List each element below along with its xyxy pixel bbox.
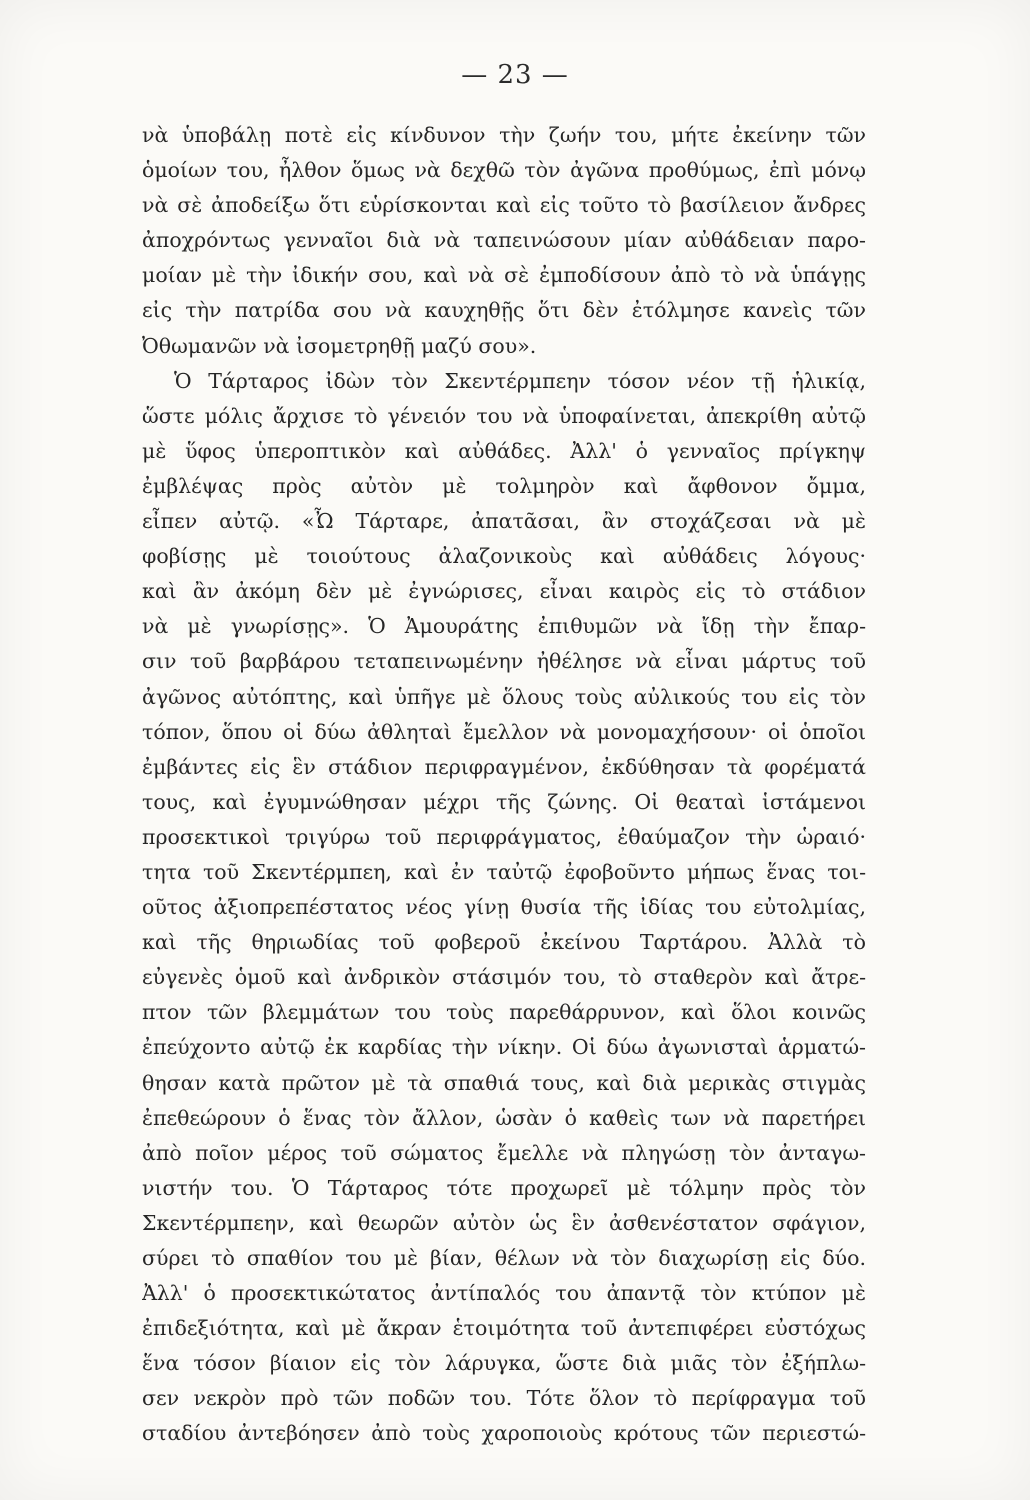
page-number: — 23 — — [461, 60, 569, 90]
text-line: ἐμβάντες εἰς ἓν στάδιον περιφραγμένον, ἐκδύθησαν τὰ φορέματά — [142, 754, 866, 779]
text-line: σύρει τὸ σπαθίον του μὲ βίαν, θέλων νὰ τὸν διαχωρίσῃ εἰς δύο. — [142, 1246, 866, 1270]
text-line: τόπον, ὅπου οἱ δύω ἀθληταὶ ἔμελλον νὰ μονομαχήσουν· οἱ ὁποῖοι — [142, 719, 866, 744]
text-line: πτον τῶν βλεμμάτων του τοὺς παρεθάρρυνον, καὶ ὅλοι κοινῶς — [142, 1000, 866, 1025]
text-line: σταδίου ἀντεβόησεν ἀπὸ τοὺς χαροποιοὺς κρότους τῶν περιεστώ- — [142, 1421, 866, 1446]
text-line: νὰ ὑποβάλῃ ποτὲ εἰς κίνδυνον τὴν ζωήν του, μήτε ἐκείνην τῶν — [142, 123, 866, 147]
text-line: εὐγενὲς ὁμοῦ καὶ ἀνδρικὸν στάσιμόν του, τὸ σταθερὸν καὶ ἄτρε- — [142, 965, 866, 990]
text-line: μοίαν μὲ τὴν ἰδικήν σου, καὶ νὰ σὲ ἐμποδίσουν ἀπὸ τὸ νὰ ὑπάγῃς — [142, 263, 866, 288]
text-line: οῦτος ἀξιοπρεπέστατος νέος γίνῃ θυσία τῆς ἰδίας του εὐτολμίας, — [142, 895, 866, 920]
text-line: σεν νεκρὸν πρὸ τῶν ποδῶν του. Τότε ὅλον τὸ περίφραγμα τοῦ — [142, 1386, 866, 1411]
text-line: εἶπεν αὐτῷ. «Ὦ Τάρταρε, ἀπατᾶσαι, ἂν στοχάζεσαι νὰ μὲ — [142, 509, 866, 534]
text-line: Ὁ Τάρταρος ἰδὼν τὸν Σκεντέρμπεην τόσον νέον τῇ ἡλικίᾳ, — [174, 368, 866, 393]
text-line: θησαν κατὰ πρῶτον μὲ τὰ σπαθιά τους, καὶ διὰ μερικὰς στιγμὰς — [142, 1070, 866, 1095]
text-line: ὥστε μόλις ἄρχισε τὸ γένειόν του νὰ ὑποφαίνεται, ἀπεκρίθη αὐτῷ — [142, 403, 866, 428]
text-line: ἀπὸ ποῖον μέρος τοῦ σώματος ἔμελλε νὰ πληγώσῃ τὸν ἀνταγω- — [142, 1140, 866, 1165]
text-line: ἀποχρόντως γενναῖοι διὰ νὰ ταπεινώσουν μίαν αὐθάδειαν παρο- — [142, 228, 866, 253]
text-line: νὰ σὲ ἀποδείξω ὅτι εὑρίσκονται καὶ εἰς τοῦτο τὸ βασίλειον ἄνδρες — [142, 193, 866, 218]
text-line: εἰς τὴν πατρίδα σου νὰ καυχηθῇς ὅτι δὲν ἐτόλμησε κανεὶς τῶν — [142, 298, 866, 323]
text-line: ἐπιδεξιότητα, καὶ μὲ ἄκραν ἑτοιμότητα τοῦ ἀντεπιφέρει εὐστόχως — [142, 1316, 866, 1341]
text-line: νιστήν του. Ὁ Τάρταρος τότε προχωρεῖ μὲ τόλμην πρὸς τὸν — [142, 1175, 866, 1200]
text-line: νὰ μὲ γνωρίσῃς». Ὁ Ἀμουράτης ἐπιθυμῶν νὰ ἴδῃ τὴν ἔπαρ- — [142, 614, 866, 639]
text-line: προσεκτικοὶ τριγύρω τοῦ περιφράγματος, ἐθαύμαζον τὴν ὡραιό· — [142, 824, 866, 849]
body-text — [142, 118, 866, 1452]
text-line: ἐπεύχοντο αὐτῷ ἐκ καρδίας τὴν νίκην. Οἱ δύω ἀγωνισταὶ ἁρματώ- — [142, 1035, 866, 1060]
text-line: μὲ ὕφος ὑπεροπτικὸν καὶ αὐθάδες. Ἀλλ' ὁ γενναῖος πρίγκηψ — [142, 438, 866, 463]
text-line: ἐμβλέψας πρὸς αὐτὸν μὲ τολμηρὸν καὶ ἄφθονον ὄμμα, — [142, 473, 866, 498]
text-line: σιν τοῦ βαρβάρου τεταπεινωμένην ἠθέλησε νὰ εἶναι μάρτυς τοῦ — [142, 649, 866, 674]
text-line: φοβίσῃς μὲ τοιούτους ἀλαζονικοὺς καὶ αὐθάδεις λόγους· — [142, 544, 866, 569]
text-line: Ὀθωμανῶν νὰ ἰσομετρηθῇ μαζύ σου». — [142, 333, 537, 358]
text-line: ἀγῶνος αὐτόπτης, καὶ ὑπῆγε μὲ ὅλους τοὺς αὐλικούς του εἰς τὸν — [142, 684, 866, 709]
text-line: Σκεντέρμπεην, καὶ θεωρῶν αὐτὸν ὡς ἓν ἀσθενέστατον σφάγιον, — [142, 1210, 866, 1235]
text-line: Ἀλλ' ὁ προσεκτικώτατος ἀντίπαλός του ἀπαντᾷ τὸν κτύπον μὲ — [142, 1281, 866, 1306]
text-line: ἐπεθεώρουν ὁ ἕνας τὸν ἄλλον, ὡσὰν ὁ καθεὶς των νὰ παρετήρει — [142, 1105, 866, 1130]
text-line: ὁμοίων του, ἦλθον ὅμως νὰ δεχθῶ τὸν ἀγῶνα προθύμως, ἐπὶ μόνῳ — [142, 158, 866, 183]
text-line: καὶ τῆς θηριωδίας τοῦ φοβεροῦ ἐκείνου Ταρτάρου. Ἀλλὰ τὸ — [142, 930, 866, 955]
text-line: τους, καὶ ἐγυμνώθησαν μέχρι τῆς ζώνης. Οἱ θεαταὶ ἱστάμενοι — [142, 789, 866, 814]
text-line: τητα τοῦ Σκεντέρμπεη, καὶ ἐν ταὐτῷ ἐφοβοῦντο μήπως ἕνας τοι- — [142, 859, 866, 884]
text-line: ἕνα τόσον βίαιον εἰς τὸν λάρυγκα, ὥστε διὰ μιᾶς τὸν ἐξήπλω- — [142, 1351, 866, 1376]
text-line: καὶ ἂν ἀκόμη δὲν μὲ ἐγνώρισες, εἶναι καιρὸς εἰς τὸ στάδιον — [142, 579, 866, 604]
